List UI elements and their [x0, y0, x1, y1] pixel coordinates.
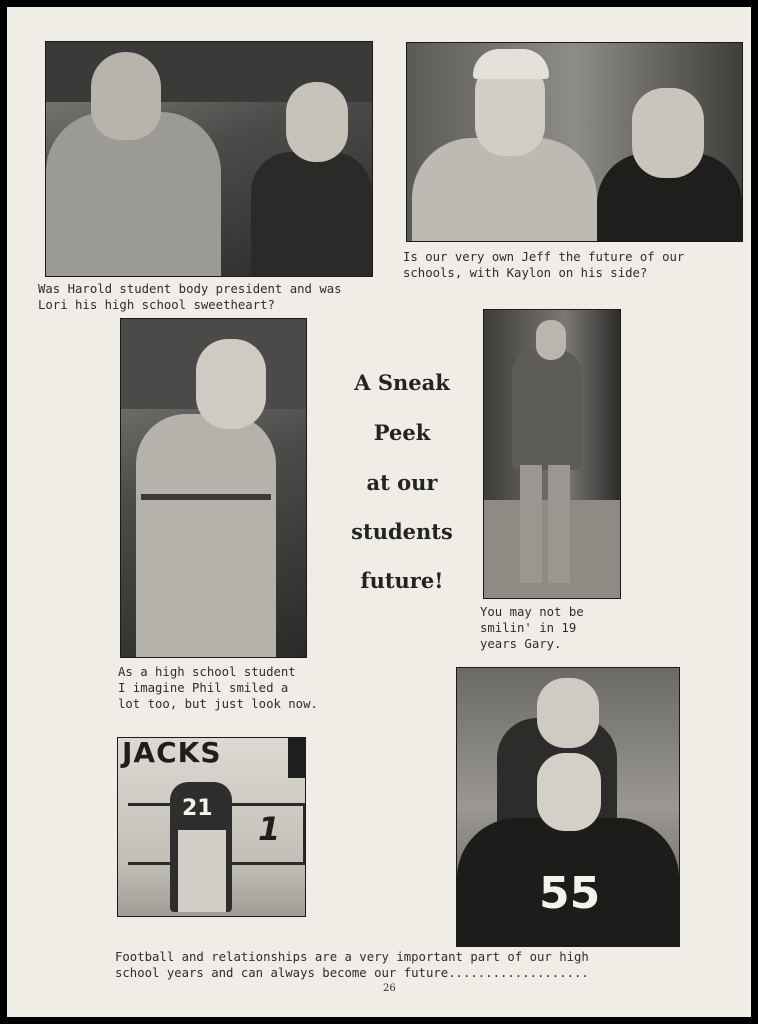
yearbook-page: [7, 7, 751, 1017]
headline-line-4: students: [351, 519, 453, 544]
photo-gary: [483, 309, 621, 599]
caption-football: Football and relationships are a very important part of our high school years and can always become our future...................: [115, 950, 589, 980]
photo-harold-lori: [45, 41, 373, 277]
gary-figure: [512, 350, 582, 470]
caption-gary: You may not be smilin' in 19 years Gary.: [480, 605, 584, 651]
headline-line-1: A Sneak: [354, 370, 450, 395]
photo-football-gym: [117, 737, 306, 917]
page-number: 26: [383, 983, 396, 994]
gym-sign-text: JACKS: [122, 737, 222, 769]
wall-digit: 1: [258, 810, 281, 848]
phil-figure: [136, 414, 276, 657]
jersey-number-55: 55: [539, 868, 601, 919]
photo-couple-55: [456, 667, 680, 947]
caption-harold-lori: Was Harold student body president and was Lori his high school sweetheart?: [38, 282, 342, 312]
photo-jeff-kaylon: [406, 42, 743, 242]
lori-figure: [251, 152, 372, 277]
caption-jeff-kaylon: Is our very own Jeff the future of our schools, with Kaylon on his side?: [403, 250, 685, 280]
jersey-number-21: 21: [182, 796, 213, 821]
photo-phil: [120, 318, 307, 658]
headline-line-2: Peek: [373, 420, 431, 445]
headline-line-3: at our: [366, 470, 438, 495]
caption-phil: As a high school student I imagine Phil smiled a lot too, but just look now.: [118, 665, 318, 711]
headline-line-5: future!: [360, 568, 444, 593]
